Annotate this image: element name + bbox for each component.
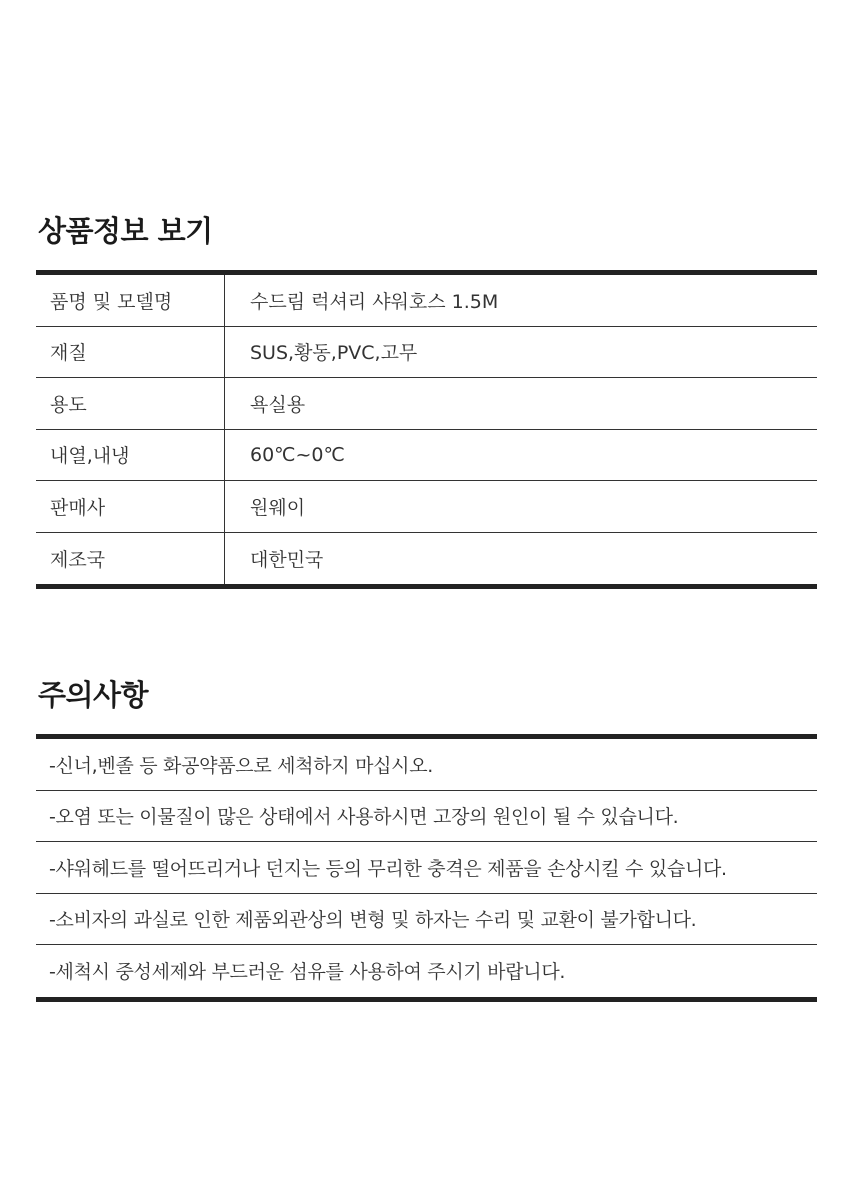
list-item: -샤워헤드를 떨어뜨리거나 던지는 등의 무리한 충격은 제품을 손상시킬 수 있습니다. xyxy=(36,842,817,894)
table-row xyxy=(36,275,817,327)
row-value: 욕실용 xyxy=(250,393,306,416)
row-label: 판매사 xyxy=(36,481,225,532)
table-row xyxy=(36,430,817,482)
table-row xyxy=(36,533,817,585)
list-item: -세척시 중성세제와 부드러운 섬유를 사용하여 주시기 바랍니다. xyxy=(49,961,566,984)
list-item: -신너,벤졸 등 화공약품으로 세척하지 마십시오. xyxy=(36,739,817,791)
row-label: 용도 xyxy=(36,378,225,429)
row-value: 대한민국 xyxy=(250,548,324,571)
list-item: -소비자의 과실로 인한 제품외관상의 변형 및 하자는 수리 및 교환이 불가합니다. xyxy=(36,894,817,946)
product-info-table xyxy=(36,270,817,589)
row-label: 제조국 xyxy=(36,533,225,585)
row-value: 60℃~0℃ xyxy=(250,443,345,466)
cautions-title: 주의사항 xyxy=(38,678,149,712)
row-label: 재질 xyxy=(36,327,225,378)
table-row xyxy=(36,481,817,533)
row-value: 수드림 럭셔리 샤워호스 1.5M xyxy=(250,290,499,313)
cautions-list xyxy=(36,734,817,1002)
row-label: 내열,내냉 xyxy=(36,430,225,481)
row-value: SUS,황동,PVC,고무 xyxy=(250,342,418,365)
row-label: 품명 및 모델명 xyxy=(36,275,225,326)
list-item: -오염 또는 이물질이 많은 상태에서 사용하시면 고장의 원인이 될 수 있습니다. xyxy=(36,791,817,843)
product-info-title: 상품정보 보기 xyxy=(38,214,213,248)
row-value: 원웨이 xyxy=(250,496,306,519)
table-row xyxy=(36,327,817,379)
table-row xyxy=(36,378,817,430)
